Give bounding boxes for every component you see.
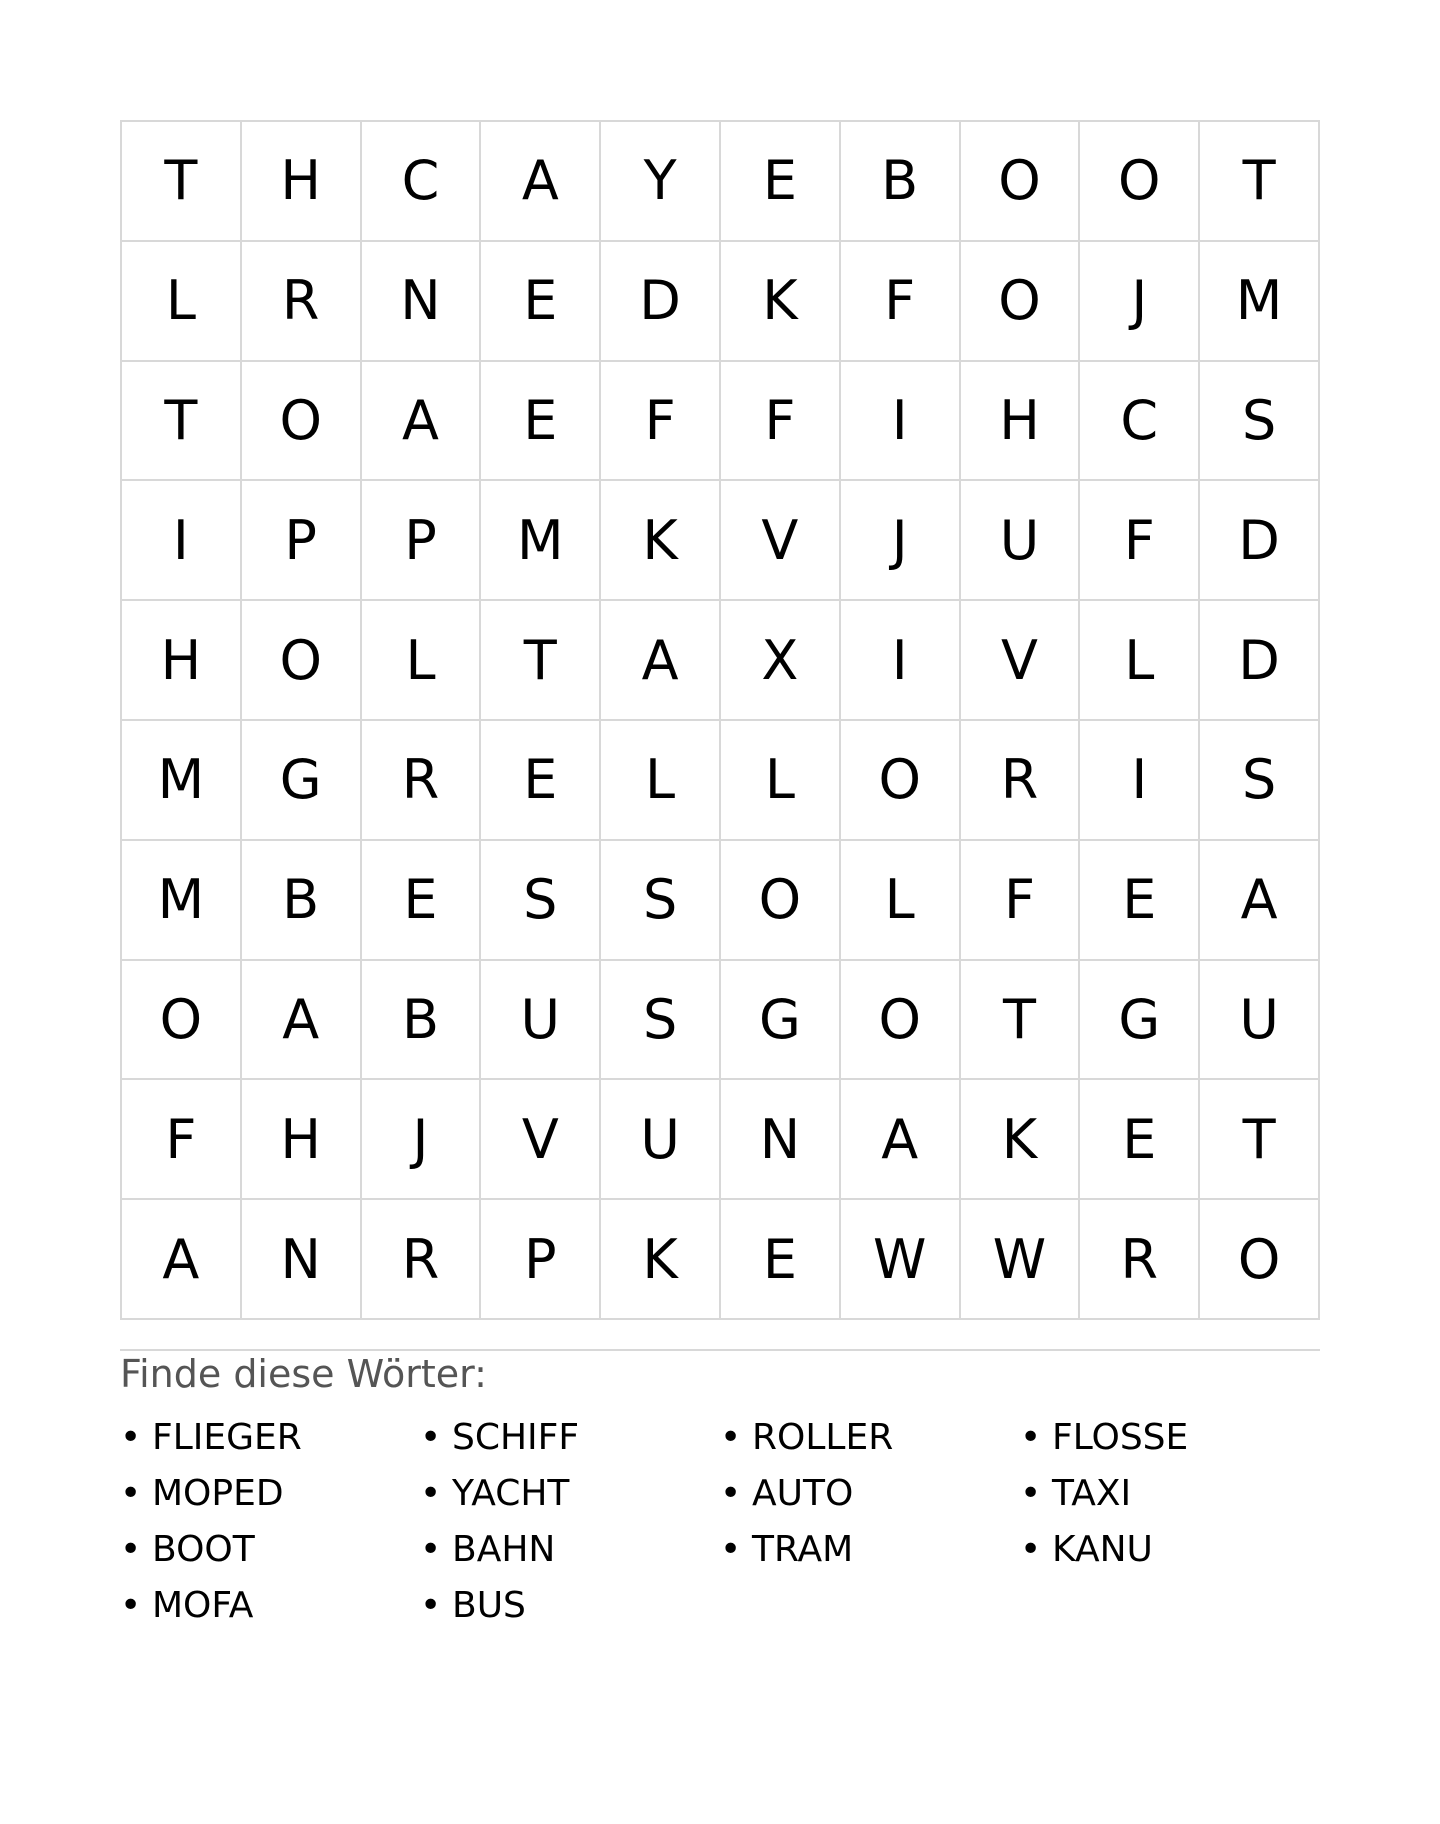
word-label: ROLLER <box>752 1417 894 1458</box>
grid-cell[interactable]: F <box>841 242 961 362</box>
grid-cell[interactable]: L <box>841 841 961 961</box>
grid-cell[interactable]: I <box>1080 721 1200 841</box>
grid-cell[interactable]: E <box>481 362 601 482</box>
grid-cell[interactable]: V <box>481 1080 601 1200</box>
grid-cell[interactable]: M <box>122 841 242 961</box>
divider <box>120 1349 1320 1351</box>
grid-cell[interactable]: L <box>601 721 721 841</box>
grid-cell[interactable]: D <box>1200 601 1320 721</box>
word-list-item <box>420 1578 720 1634</box>
word-label: BAHN <box>452 1529 556 1570</box>
grid-cell[interactable]: A <box>601 601 721 721</box>
bullet-icon: • <box>120 1417 142 1458</box>
grid-cell[interactable]: U <box>1200 961 1320 1081</box>
grid-cell[interactable]: T <box>1200 1080 1320 1200</box>
grid-cell[interactable]: E <box>362 841 482 961</box>
word-list-item <box>420 1522 720 1578</box>
grid-cell[interactable]: C <box>362 122 482 242</box>
grid-cell[interactable]: A <box>481 122 601 242</box>
grid-cell[interactable]: O <box>961 122 1081 242</box>
grid-cell[interactable]: S <box>1200 362 1320 482</box>
grid-cell[interactable]: A <box>841 1080 961 1200</box>
grid-cell[interactable]: D <box>1200 481 1320 601</box>
grid-cell[interactable]: E <box>721 1200 841 1320</box>
grid-cell[interactable]: G <box>721 961 841 1081</box>
grid-cell[interactable]: I <box>122 481 242 601</box>
grid-cell[interactable]: N <box>362 242 482 362</box>
grid-cell[interactable]: P <box>242 481 362 601</box>
grid-cell[interactable]: F <box>601 362 721 482</box>
word-list-item <box>720 1410 1020 1466</box>
grid-cell[interactable]: B <box>242 841 362 961</box>
grid-cell[interactable]: O <box>961 242 1081 362</box>
bullet-icon: • <box>420 1585 442 1626</box>
word-label: MOPED <box>152 1473 284 1514</box>
bullet-icon: • <box>420 1529 442 1570</box>
grid-cell[interactable]: R <box>961 721 1081 841</box>
grid-cell[interactable]: T <box>1200 122 1320 242</box>
word-list-item <box>1020 1522 1320 1578</box>
grid-cell[interactable]: E <box>1080 841 1200 961</box>
grid-cell[interactable]: R <box>362 1200 482 1320</box>
grid-cell[interactable]: K <box>601 481 721 601</box>
grid-cell[interactable]: N <box>242 1200 362 1320</box>
bullet-icon: • <box>720 1417 742 1458</box>
grid-cell[interactable]: S <box>481 841 601 961</box>
grid-cell[interactable]: V <box>961 601 1081 721</box>
word-label: YACHT <box>452 1473 570 1514</box>
grid-cell[interactable]: Y <box>601 122 721 242</box>
grid-cell[interactable]: I <box>841 362 961 482</box>
grid-cell[interactable]: M <box>481 481 601 601</box>
grid-cell[interactable]: W <box>961 1200 1081 1320</box>
grid-cell[interactable]: A <box>362 362 482 482</box>
grid-cell[interactable]: W <box>841 1200 961 1320</box>
letter-grid <box>120 120 1320 1320</box>
bullet-icon: • <box>420 1417 442 1458</box>
word-list-item <box>120 1410 420 1466</box>
word-list-item <box>1020 1410 1320 1466</box>
grid-cell[interactable]: S <box>601 841 721 961</box>
bullet-icon: • <box>1020 1473 1042 1514</box>
word-label: FLIEGER <box>152 1417 302 1458</box>
grid-cell[interactable]: H <box>961 362 1081 482</box>
grid-cell[interactable]: O <box>122 961 242 1081</box>
grid-cell[interactable]: F <box>122 1080 242 1200</box>
word-label: KANU <box>1052 1529 1153 1570</box>
grid-cell[interactable]: P <box>362 481 482 601</box>
word-list-item <box>120 1522 420 1578</box>
bullet-icon: • <box>120 1585 142 1626</box>
grid-cell[interactable]: A <box>122 1200 242 1320</box>
word-label: BOOT <box>152 1529 255 1570</box>
grid-cell[interactable]: O <box>841 721 961 841</box>
word-list-item <box>120 1578 420 1634</box>
grid-cell[interactable]: F <box>961 841 1081 961</box>
grid-cell[interactable]: M <box>122 721 242 841</box>
grid-cell[interactable]: R <box>1080 1200 1200 1320</box>
grid-cell[interactable]: E <box>1080 1080 1200 1200</box>
grid-cell[interactable]: L <box>1080 601 1200 721</box>
grid-cell[interactable]: D <box>601 242 721 362</box>
grid-cell[interactable]: M <box>1200 242 1320 362</box>
grid-cell[interactable]: K <box>961 1080 1081 1200</box>
grid-cell[interactable]: E <box>481 721 601 841</box>
grid-cell[interactable]: O <box>721 841 841 961</box>
grid-cell[interactable]: L <box>122 242 242 362</box>
word-label: FLOSSE <box>1052 1417 1189 1458</box>
word-list-item <box>1020 1466 1320 1522</box>
grid-cell[interactable]: P <box>481 1200 601 1320</box>
grid-cell[interactable]: G <box>242 721 362 841</box>
grid-cell[interactable]: O <box>1080 122 1200 242</box>
grid-cell[interactable]: U <box>961 481 1081 601</box>
word-label: BUS <box>452 1585 526 1626</box>
grid-cell[interactable]: H <box>122 601 242 721</box>
grid-cell[interactable]: F <box>721 362 841 482</box>
grid-cell[interactable]: T <box>122 362 242 482</box>
grid-cell[interactable]: T <box>122 122 242 242</box>
grid-cell[interactable]: O <box>841 961 961 1081</box>
bullet-icon: • <box>1020 1529 1042 1570</box>
grid-cell[interactable]: S <box>1200 721 1320 841</box>
word-label: MOFA <box>152 1585 254 1626</box>
grid-cell[interactable]: L <box>721 721 841 841</box>
grid-cell[interactable]: A <box>242 961 362 1081</box>
grid-cell[interactable]: I <box>841 601 961 721</box>
grid-cell[interactable]: H <box>242 122 362 242</box>
grid-cell[interactable]: E <box>481 242 601 362</box>
bullet-icon: • <box>120 1529 142 1570</box>
grid-cell[interactable]: B <box>841 122 961 242</box>
grid-cell[interactable]: S <box>601 961 721 1081</box>
grid-cell[interactable]: O <box>242 362 362 482</box>
word-label: TRAM <box>752 1529 854 1570</box>
word-list-title: Finde diese Wörter: <box>120 1352 487 1396</box>
grid-cell[interactable]: U <box>481 961 601 1081</box>
grid-cell[interactable]: J <box>362 1080 482 1200</box>
grid-cell[interactable]: J <box>841 481 961 601</box>
grid-cell[interactable]: O <box>1200 1200 1320 1320</box>
grid-cell[interactable]: K <box>601 1200 721 1320</box>
word-label: AUTO <box>752 1473 854 1514</box>
bullet-icon: • <box>420 1473 442 1514</box>
grid-cell[interactable]: C <box>1080 362 1200 482</box>
word-list-item <box>720 1466 1020 1522</box>
grid-cell[interactable]: E <box>721 122 841 242</box>
grid-cell[interactable]: X <box>721 601 841 721</box>
word-list-item <box>720 1522 1020 1578</box>
word-list <box>120 1410 1320 1634</box>
grid-cell[interactable]: G <box>1080 961 1200 1081</box>
grid-cell[interactable]: R <box>242 242 362 362</box>
grid-cell[interactable]: A <box>1200 841 1320 961</box>
grid-cell[interactable]: N <box>721 1080 841 1200</box>
bullet-icon: • <box>120 1473 142 1514</box>
word-list-item <box>420 1466 720 1522</box>
grid-cell[interactable]: F <box>1080 481 1200 601</box>
bullet-icon: • <box>720 1473 742 1514</box>
grid-cell[interactable]: K <box>721 242 841 362</box>
word-label: SCHIFF <box>452 1417 580 1458</box>
grid-cell[interactable]: T <box>481 601 601 721</box>
grid-cell[interactable]: V <box>721 481 841 601</box>
word-list-item <box>420 1410 720 1466</box>
grid-cell[interactable]: H <box>242 1080 362 1200</box>
word-list-item <box>120 1466 420 1522</box>
bullet-icon: • <box>1020 1417 1042 1458</box>
grid-cell[interactable]: U <box>601 1080 721 1200</box>
grid-cell[interactable]: B <box>362 961 482 1081</box>
grid-cell[interactable]: T <box>961 961 1081 1081</box>
grid-cell[interactable]: R <box>362 721 482 841</box>
word-label: TAXI <box>1052 1473 1132 1514</box>
bullet-icon: • <box>720 1529 742 1570</box>
grid-cell[interactable]: O <box>242 601 362 721</box>
grid-cell[interactable]: J <box>1080 242 1200 362</box>
grid-cell[interactable]: L <box>362 601 482 721</box>
